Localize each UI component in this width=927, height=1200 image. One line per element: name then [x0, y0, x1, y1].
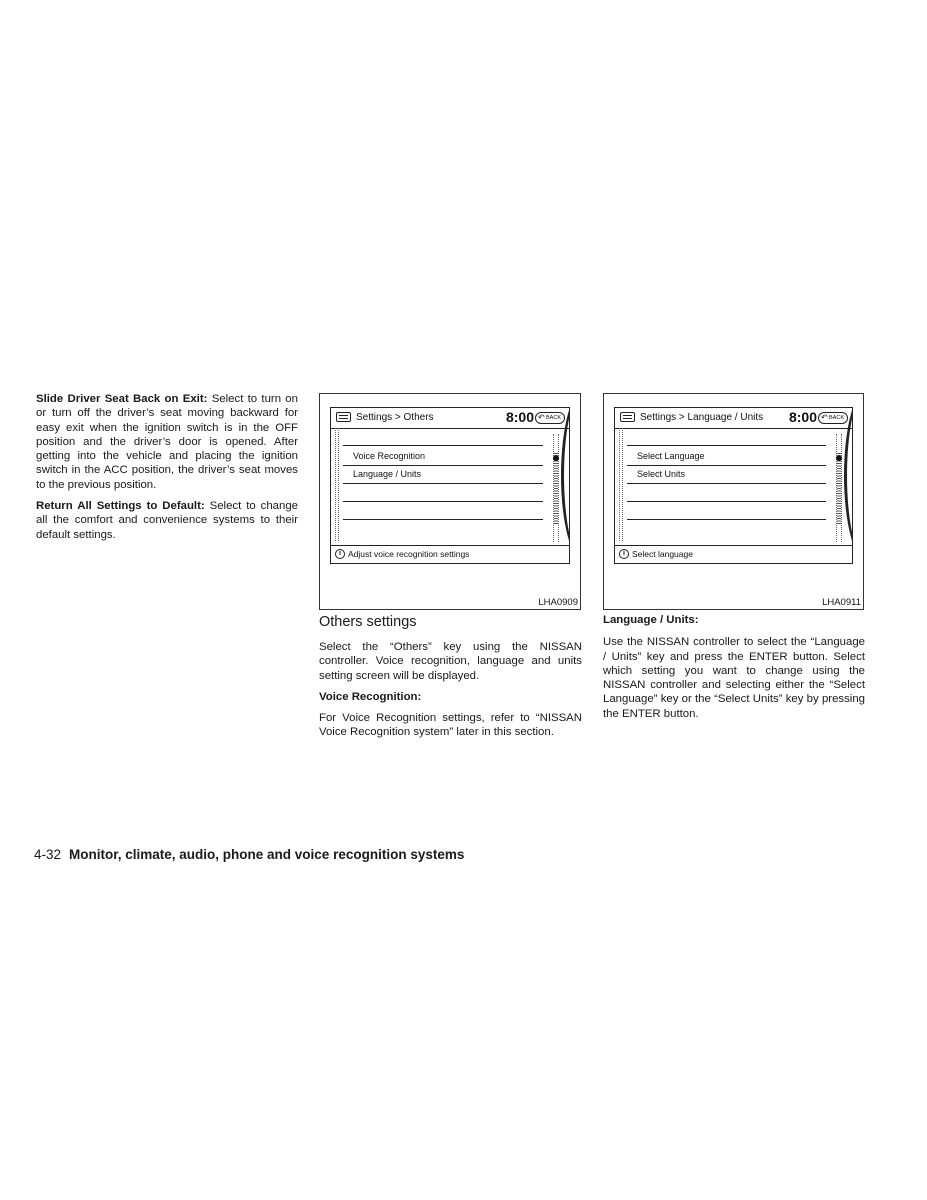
clock: 8:00 [505, 409, 534, 425]
screen-header [331, 408, 569, 429]
screen-header [615, 408, 852, 429]
menu-row-label: Voice Recognition [353, 451, 426, 461]
middle-column [319, 613, 582, 747]
nav-screen [330, 407, 570, 564]
menu-row[interactable] [627, 502, 826, 520]
menu-row[interactable] [343, 502, 543, 520]
scrollbar-thumb[interactable] [837, 453, 841, 525]
page-number: 4-32 [34, 847, 62, 862]
menu-icon [336, 412, 351, 422]
menu-row-label: Language / Units [353, 469, 422, 479]
return-defaults-body: Select to change all the comfort and convenience systems to their default settings. [36, 500, 299, 541]
scroll-position-dot [836, 455, 842, 461]
slide-seat-heading: Slide Driver Seat Back on Exit: [36, 393, 208, 405]
back-button[interactable] [535, 412, 565, 424]
menu-row[interactable] [627, 466, 826, 484]
menu-row-label: Select Units [637, 469, 686, 479]
back-arrow-icon: ↶ [538, 413, 545, 422]
clock: 8:00 [788, 409, 817, 425]
info-icon: i [619, 549, 629, 559]
left-column [36, 392, 298, 549]
others-intro-paragraph: Select the “Others” key using the NISSAN controller. Voice recognition, language and units setting screen will be displayed. [319, 641, 582, 682]
paragraph-return-defaults [36, 499, 298, 542]
menu-row-label: Select Language [637, 451, 705, 461]
figure-language-units [603, 393, 864, 610]
nav-screen [614, 407, 853, 564]
voice-recognition-heading: Voice Recognition: [319, 690, 422, 703]
screen-title: Settings > Others [356, 412, 434, 423]
menu-row[interactable] [343, 484, 543, 502]
figure-others-settings [319, 393, 581, 610]
info-icon: i [335, 549, 345, 559]
language-units-paragraph: Use the NISSAN controller to select the “Language / Units” key and press the ENTER button. Select which setting you want to change using the NISSAN controller and selecting either the “Select Language” key or the “Select Units” key by pressing the ENTER button. [603, 636, 865, 720]
back-arrow-icon: ↶ [821, 413, 828, 422]
screen-footer [331, 545, 569, 563]
screen-arc [561, 407, 570, 563]
slide-seat-body: Select to turn on or turn off the driver’s seat moving backward for easy exit when the ignition switch is in the OFF position and the driver’s door is opened. After getting into the vehicle and placing the ignition switch in the ACC position, the driver’s seat moves to the previous position. [36, 393, 298, 491]
paragraph-slide-seat [36, 392, 298, 492]
menu-row[interactable] [627, 446, 826, 466]
scroll-position-dot [553, 455, 559, 461]
menu-row[interactable] [343, 466, 543, 484]
voice-recognition-paragraph: For Voice Recognition settings, refer to “NISSAN Voice Recognition system” later in this section. [319, 712, 582, 739]
menu-row[interactable] [627, 428, 826, 446]
right-column [603, 613, 865, 728]
dotted-edge [335, 428, 339, 541]
scrollbar-thumb[interactable] [554, 453, 558, 525]
dotted-edge [619, 428, 623, 541]
menu-row[interactable] [343, 428, 543, 446]
figure-code: LHA0909 [538, 597, 578, 608]
menu-row[interactable] [627, 484, 826, 502]
page-footer [34, 846, 464, 864]
return-defaults-heading: Return All Settings to Default: [36, 500, 205, 513]
section-title: Others settings [319, 614, 417, 630]
language-units-heading: Language / Units: [603, 614, 699, 626]
screen-footer [615, 545, 852, 563]
menu-icon [620, 412, 635, 422]
chapter-title: Monitor, climate, audio, phone and voice recognition systems [69, 847, 465, 862]
menu-row[interactable] [343, 446, 543, 466]
back-label: BACK [546, 415, 561, 421]
back-label: BACK [829, 415, 844, 421]
screen-footer-text: Adjust voice recognition settings [348, 549, 470, 559]
screen-title: Settings > Language / Units [640, 412, 764, 423]
back-button[interactable] [818, 412, 848, 424]
figure-code: LHA0911 [822, 597, 861, 608]
screen-arc [844, 407, 853, 563]
screen-footer-text: Select language [632, 549, 693, 559]
